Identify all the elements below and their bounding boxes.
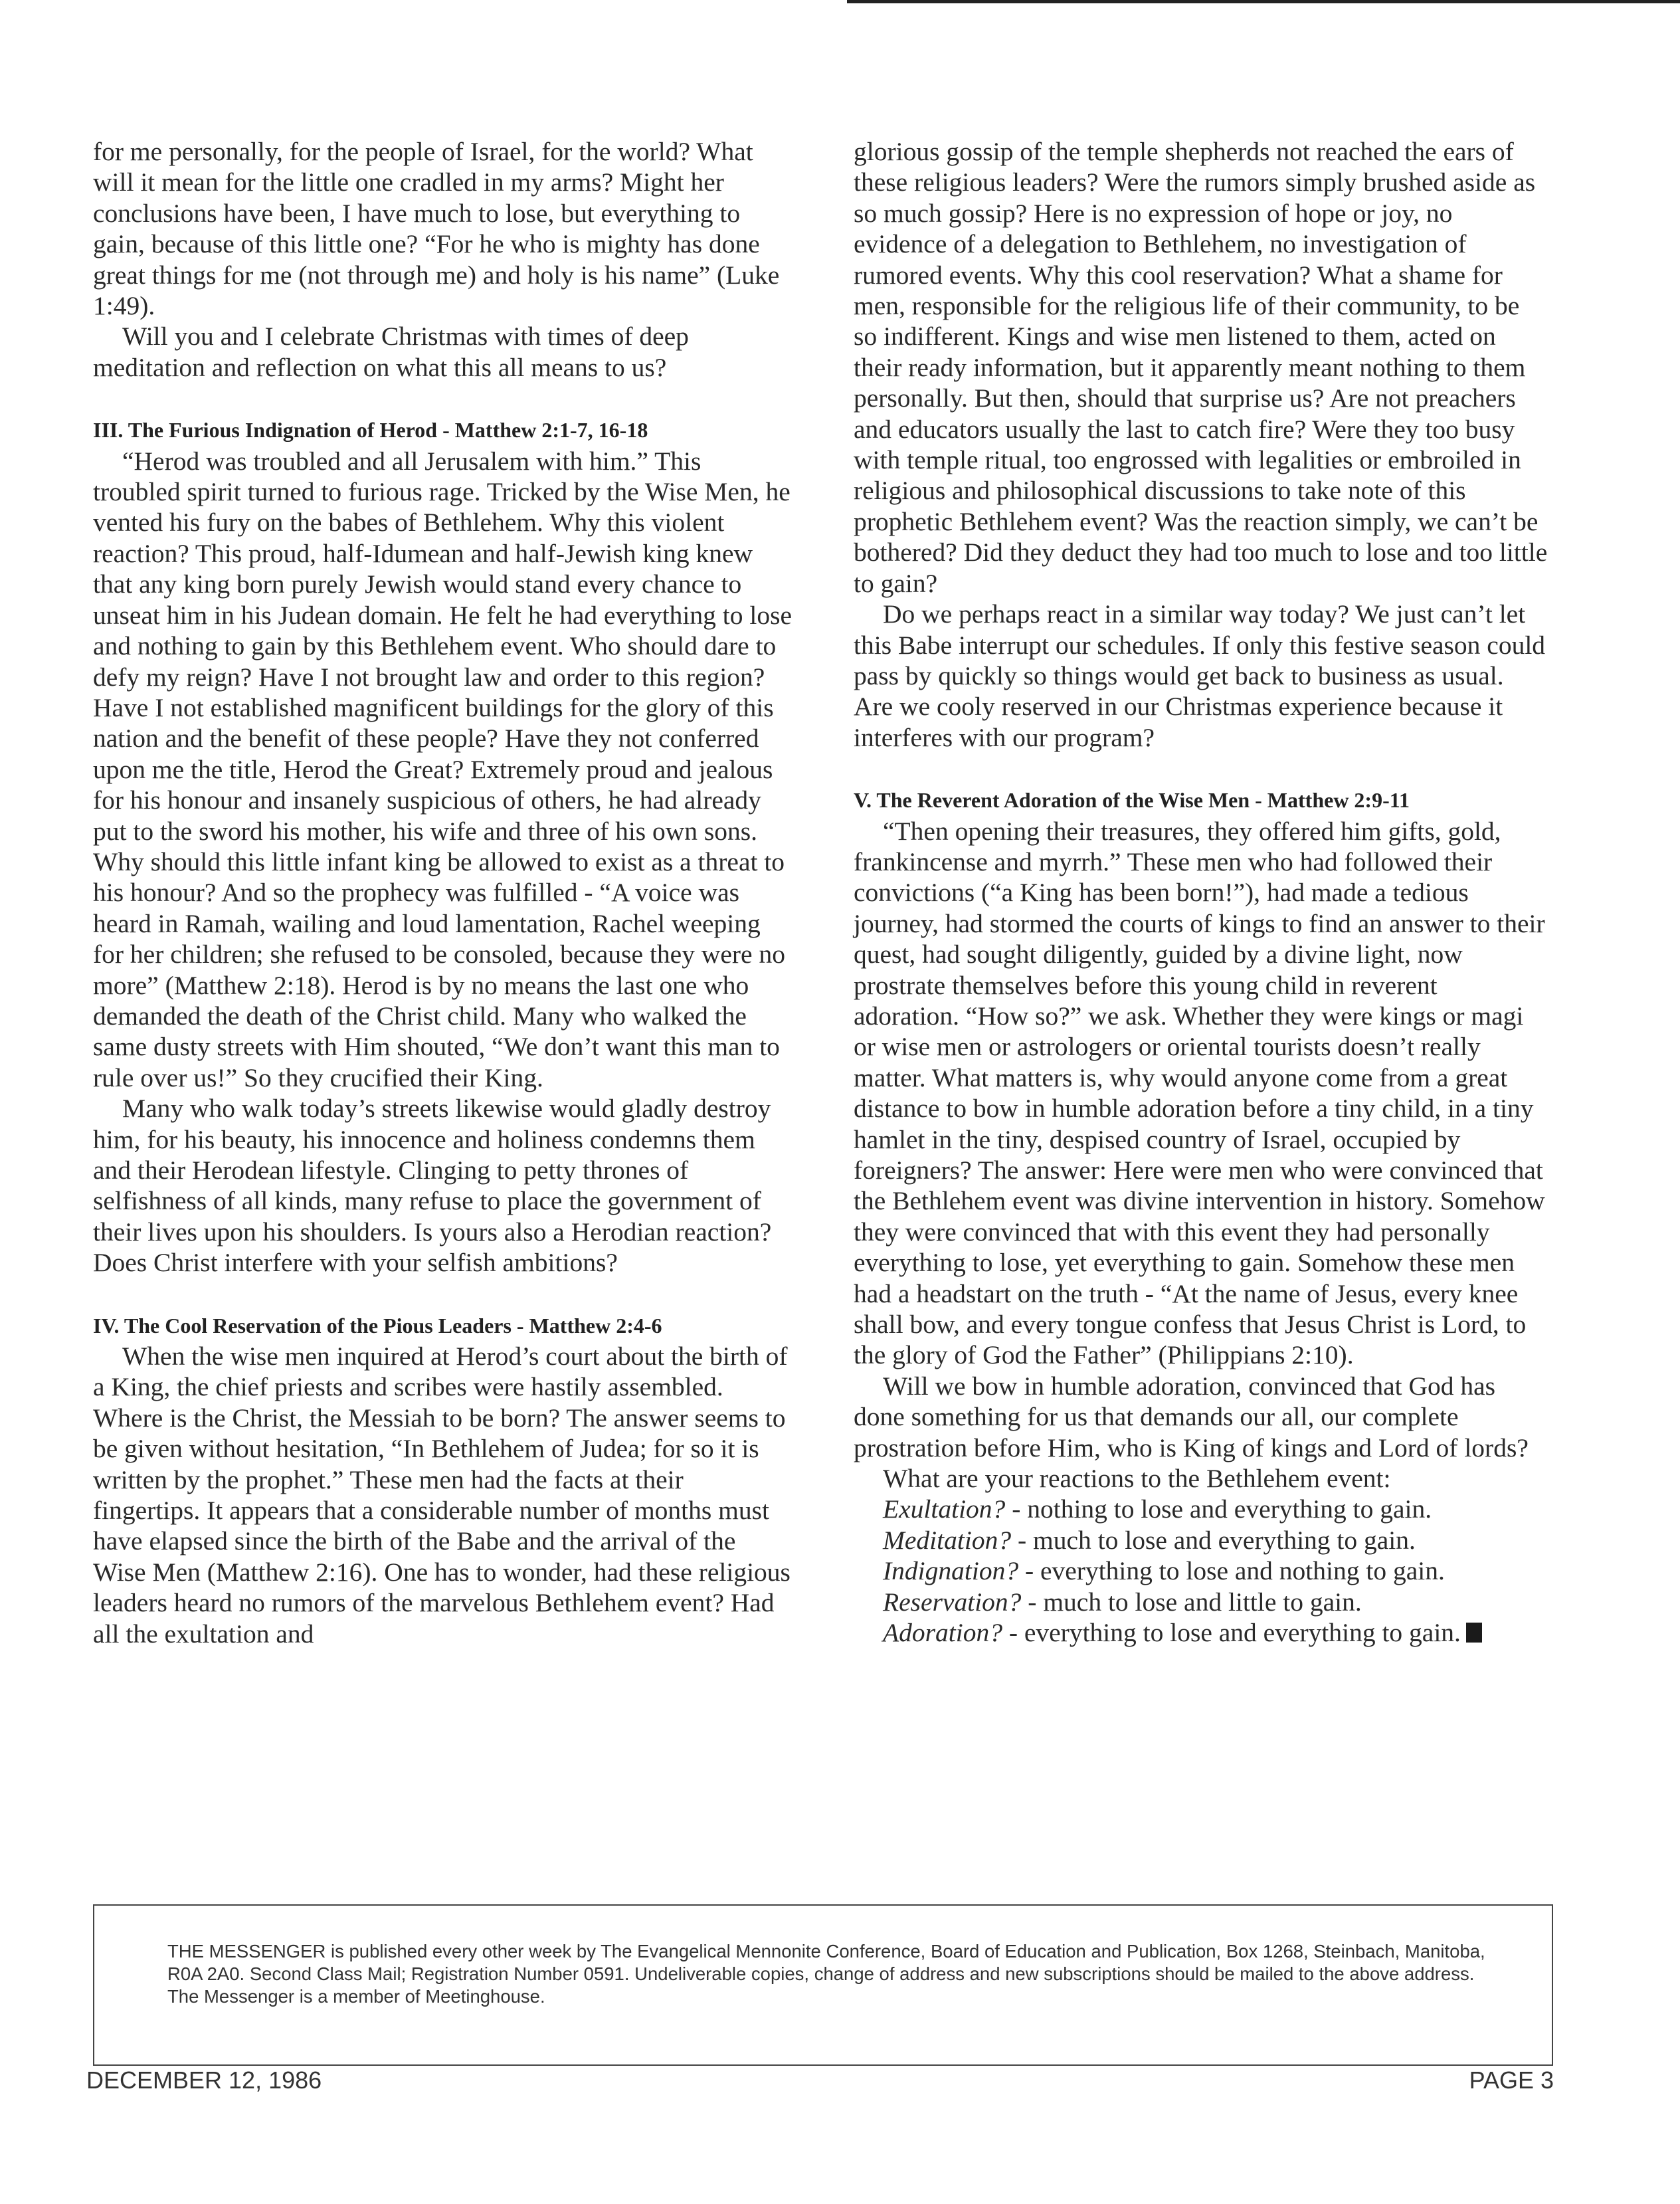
reaction-item	[854, 1494, 1548, 1524]
paragraph: glorious gossip of the temple shepherds not reached the ears of these religious leaders? Were the rumors simply brushed aside as so much gossip? Here is no expression of hope or joy, no evidence of a delegation to Bethlehem, no investigation of rumored events. Why this cool reservation? What a shame for men, responsible for the religious life of their community, to be so indifferent. Kings and wise men listened to them, acted on their ready information, but it apparently meant nothing to them personally. But then, should that surprise us? Are not preachers and educators usually the last to catch fire? Were they too busy with temple ritual, too engrossed with legalities or embroiled in religious and philosophical discussions to take note of this prophetic Bethlehem event? Was the reaction simply, we can’t be bothered? Did they deduct they had too much to lose and too little to gain?	[854, 137, 1548, 598]
paragraph: “Herod was troubled and all Jerusalem with him.” This troubled spirit turned to furious rage. Tricked by the Wise Men, he vented his fury on the babes of Bethlehem. Why this violent reaction? This proud, half-Idumean and half-Jewish king knew that any king born purely Jewish would stand every chance to unseat him in his Judean domain. He felt he had everything to lose and nothing to gain by this Bethlehem event. Who should dare to defy my reign? Have I not brought law and order to this region? Have I not established magnificent buildings for the glory of this nation and the benefit of these people? Have they not conferred upon me the title, Herod the Great? Extremely proud and jealous for his honour and insanely suspicious of others, he had already put to the sword his mother, his wife and three of his own sons. Why should this little infant king be allowed to exist as a threat to his honour? And so the prophecy was fulfilled - “A voice was heard in Ramah, wailing and loud lamentation, Rachel weeping for her children; she refused to be consoled, because they were no more” (Matthew 2:18). Herod is by no means the last one who demanded the death of the Christ child. Many who walked the same dusty streets with Him shouted, “We don’t want this man to rule over us!” So they crucified their King.	[93, 446, 792, 1092]
reaction-term: Reservation?	[883, 1587, 1022, 1617]
paragraph: for me personally, for the people of Israel, for the world? What will it mean for the little one cradled in my arms? Might her conclusions have been, I have much to lose, but everything to gain, because of this little one? “For he who is mighty has done great things for me (not through me) and holy is his name” (Luke 1:49).	[93, 137, 780, 321]
reaction-text: - much to lose and little to gain.	[1021, 1587, 1362, 1617]
issue-date: DECEMBER 12, 1986	[86, 2066, 322, 2094]
paragraph: When the wise men inquired at Herod’s court about the birth of a King, the chief priests and scribes were hastily assembled. Where is the Christ, the Messiah to be born? The answer seems to be given without hesitation, “In Bethlehem of Judea; for so it is written by the prophet.” These men had the facts at their fingertips. It appears that a considerable number of months must have elapsed since the birth of the Babe and the arrival of the Wise Men (Matthew 2:16). One has to wonder, had these religious leaders heard no rumors of the marvelous Bethlehem event? Had all the exultation and	[93, 1342, 791, 1649]
paragraph: “Then opening their treasures, they offered him gifts, gold, frankincense and myrrh.” These men who had followed their convictions (“a King has been born!”), had made a tedious journey, had stormed the courts of kings to find an answer to their quest, had sought diligently, guided by a divine light, now prostrate themselves before this young child in reverent adoration. “How so?” we ask. Whether they were kings or magi or wise men or astrologers or oriental tourists doesn’t really matter. What matters is, why would anyone come from a great distance to bow in humble adoration before a tiny child, in a tiny hamlet in the tiny, despised country of Israel, occupied by foreigners? The answer: Here were men who were convinced that the Bethlehem event was divine intervention in history. Somehow they were convinced that with this event they had personally everything to lose, yet everything to gain. Somehow these men had a headstart on the truth - “At the name of Jesus, every knee shall bow, and every tongue confess that Jesus Christ is Lord, to the glory of God the Father” (Philippians 2:10).	[854, 816, 1545, 1370]
reaction-text: - everything to lose and everything to gain.	[1002, 1618, 1461, 1648]
section-heading-iv: IV. The Cool Reservation of the Pious Leaders - Matthew 2:4-6	[93, 1313, 662, 1338]
reaction-text: - nothing to lose and everything to gain.	[1005, 1494, 1432, 1524]
paragraph: Do we perhaps react in a similar way today? We just can’t let this Babe interrupt our schedules. If only this festive season could pass by quickly so things would get back to business as usual. Are we cooly reserved in our Christmas experience because it interferes with our program?	[854, 599, 1546, 752]
section-heading-iii: III. The Furious Indignation of Herod - Matthew 2:1-7, 16-18	[93, 418, 648, 443]
paragraph: Will we bow in humble adoration, convinced that God has done something for us that demands our all, our complete prostration before Him, who is King of kings and Lord of lords?	[854, 1371, 1529, 1462]
reaction-term: Indignation?	[883, 1556, 1019, 1586]
reaction-item	[854, 1617, 1548, 1648]
section-heading-v: V. The Reverent Adoration of the Wise Men - Matthew 2:9-11	[854, 788, 1410, 813]
reaction-item	[854, 1555, 1548, 1586]
reaction-item	[854, 1587, 1548, 1617]
publication-notice: THE MESSENGER is published every other week by The Evangelical Mennonite Conference, Board of Education and Publication, Box 1268, Steinbach, Manitoba, R0A 2A0. Second Class Mail; Registration Number 0591. Undeliverable copies, change of address and new subscriptions should be mailed to the above address. The Messenger is a member of Meetinghouse.	[167, 1941, 1485, 2007]
paragraph: What are your reactions to the Bethlehem event:	[883, 1464, 1391, 1494]
reaction-term: Adoration?	[883, 1618, 1002, 1648]
end-mark-icon	[1466, 1623, 1482, 1643]
reaction-term: Exultation?	[883, 1494, 1006, 1524]
right-column	[854, 136, 1548, 1649]
page-number: PAGE 3	[1469, 2066, 1554, 2094]
reaction-item	[854, 1525, 1548, 1555]
publication-notice-box	[93, 1904, 1553, 2066]
reaction-term: Meditation?	[883, 1525, 1012, 1555]
reaction-text: - everything to lose and nothing to gain.	[1018, 1556, 1445, 1586]
paragraph: Will you and I celebrate Christmas with times of deep meditation and reflection on what this all means to us?	[93, 322, 689, 382]
paragraph: Many who walk today’s streets likewise would gladly destroy him, for his beauty, his innocence and holiness condemns them and their Herodean lifestyle. Clinging to petty thrones of selfishness of all kinds, many refuse to place the government of their lives upon his shoulders. Is yours also a Herodian reaction? Does Christ interfere with your selfish ambitions?	[93, 1094, 772, 1278]
reactions-list	[854, 1494, 1548, 1648]
top-rule	[847, 0, 1680, 3]
left-column	[93, 136, 794, 1649]
reaction-text: - much to lose and everything to gain.	[1011, 1525, 1416, 1555]
